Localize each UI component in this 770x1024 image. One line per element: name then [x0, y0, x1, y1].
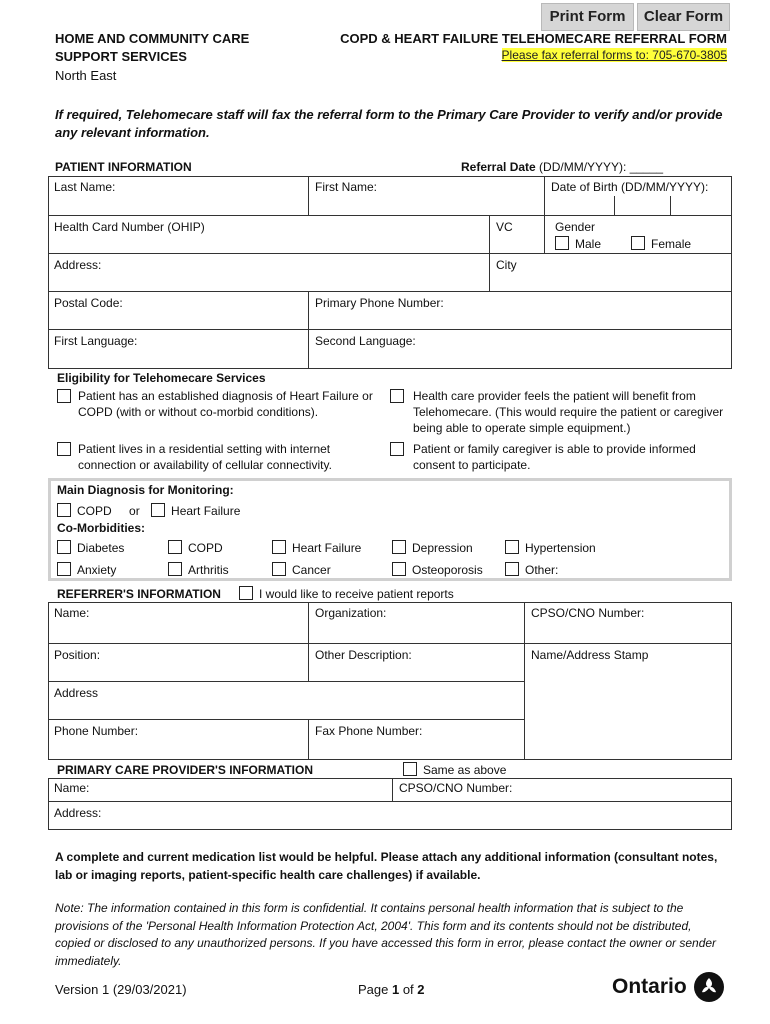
receive-reports: I would like to receive patient reports — [239, 586, 454, 601]
pcp-name-field[interactable]: Name: — [48, 778, 393, 802]
clear-form-button[interactable]: Clear Form — [637, 3, 730, 31]
heart-failure-comorbid-checkbox[interactable] — [272, 540, 286, 554]
comorbid-other: Other: — [505, 562, 558, 577]
comorbidities-title: Co-Morbidities: — [57, 521, 145, 535]
referrer-phone-field[interactable]: Phone Number: — [48, 720, 309, 760]
comorbid-heart-failure: Heart Failure — [272, 540, 361, 555]
copd-comorbid-checkbox[interactable] — [168, 540, 182, 554]
eligibility-checkbox-2[interactable] — [390, 389, 404, 403]
pcp-cpso-field[interactable]: CPSO/CNO Number: — [393, 778, 732, 802]
first-name-field[interactable]: First Name: — [309, 176, 545, 216]
region: North East — [55, 68, 117, 83]
referrer-section-title: REFERRER'S INFORMATION — [57, 587, 221, 601]
confidential-note: Note: The information contained in this form is confidential. It contains personal health information that is subject to the provisions of the 'Personal Health Information Protection Act, 2004'. This form and its contents should not be distributed, copied or disclosed to any unauthorized persons. If you have accessed this form in error, please contact the owner or sender immediately. — [55, 901, 717, 968]
org-line2: SUPPORT SERVICES — [55, 49, 187, 64]
primary-phone-field[interactable]: Primary Phone Number: — [309, 292, 732, 330]
eligibility-item-4: Patient or family caregiver is able to provide informed consent to participate. — [390, 441, 725, 473]
pcp-section-title: PRIMARY CARE PROVIDER'S INFORMATION — [57, 763, 313, 777]
form-title: COPD & HEART FAILURE TELEHOMECARE REFERRAL FORM — [340, 31, 727, 46]
comorbid-diabetes: Diabetes — [57, 540, 124, 555]
comorbid-copd: COPD — [168, 540, 223, 555]
health-card-field[interactable]: Health Card Number (OHIP) — [48, 216, 490, 254]
address-field[interactable]: Address: — [48, 254, 490, 292]
cancer-checkbox[interactable] — [272, 562, 286, 576]
comorbid-osteoporosis: Osteoporosis — [392, 562, 483, 577]
referrer-fax-field[interactable]: Fax Phone Number: — [309, 720, 525, 760]
main-diagnosis-options: COPD or Heart Failure — [57, 503, 240, 518]
eligibility-item-3: Patient lives in a residential setting with internet connection or availability of cellular connectivity. — [57, 441, 377, 473]
dob-divider — [670, 196, 671, 216]
org-line1: HOME AND COMMUNITY CARE — [55, 31, 250, 46]
page-indicator: Page 1 of 2 — [358, 982, 425, 997]
comorbid-depression: Depression — [392, 540, 473, 555]
dob-divider — [614, 196, 615, 216]
osteoporosis-checkbox[interactable] — [392, 562, 406, 576]
anxiety-checkbox[interactable] — [57, 562, 71, 576]
gender-field: Gender Male Female — [545, 216, 732, 254]
trillium-icon — [694, 972, 724, 1002]
other-checkbox[interactable] — [505, 562, 519, 576]
eligibility-item-2: Health care provider feels the patient will benefit from Telehomecare. (This would require the patient or caregiver being able to operate simple equipment.) — [390, 388, 725, 436]
eligibility-checkbox-4[interactable] — [390, 442, 404, 456]
eligibility-title: Eligibility for Telehomecare Services — [57, 371, 266, 385]
fax-notice: Please fax referral forms to: 705-670-3805 — [501, 48, 727, 62]
heart-failure-checkbox[interactable] — [151, 503, 165, 517]
eligibility-item-1: Patient has an established diagnosis of Heart Failure or COPD (with or without co-morbid conditions). — [57, 388, 377, 420]
patient-section-title: PATIENT INFORMATION — [55, 160, 192, 174]
city-field[interactable]: City — [490, 254, 732, 292]
female-checkbox[interactable] — [631, 236, 645, 250]
referrer-stamp-field[interactable]: Name/Address Stamp — [525, 644, 732, 760]
comorbid-anxiety: Anxiety — [57, 562, 116, 577]
referrer-position-field[interactable]: Position: — [48, 644, 309, 682]
referrer-cpso-field[interactable]: CPSO/CNO Number: — [525, 602, 732, 644]
print-form-button[interactable]: Print Form — [541, 3, 634, 31]
depression-checkbox[interactable] — [392, 540, 406, 554]
dob-field[interactable]: Date of Birth (DD/MM/YYYY): — [545, 176, 732, 216]
same-as-above: Same as above — [403, 762, 506, 777]
referrer-name-field[interactable]: Name: — [48, 602, 309, 644]
arthritis-checkbox[interactable] — [168, 562, 182, 576]
receive-reports-checkbox[interactable] — [239, 586, 253, 600]
referrer-other-description-field[interactable]: Other Description: — [309, 644, 525, 682]
eligibility-checkbox-3[interactable] — [57, 442, 71, 456]
last-name-field[interactable]: Last Name: — [48, 176, 309, 216]
copd-checkbox[interactable] — [57, 503, 71, 517]
version-label: Version 1 (29/03/2021) — [55, 982, 187, 997]
eligibility-checkbox-1[interactable] — [57, 389, 71, 403]
ontario-logo: Ontario — [612, 972, 724, 1002]
hypertension-checkbox[interactable] — [505, 540, 519, 554]
referrer-organization-field[interactable]: Organization: — [309, 602, 525, 644]
comorbid-cancer: Cancer — [272, 562, 331, 577]
comorbid-arthritis: Arthritis — [168, 562, 229, 577]
postal-code-field[interactable]: Postal Code: — [48, 292, 309, 330]
referrer-address-field[interactable]: Address — [48, 682, 525, 720]
diabetes-checkbox[interactable] — [57, 540, 71, 554]
medication-note: A complete and current medication list would be helpful. Please attach any additional information (consultant notes, lab or imaging reports, patient-specific health care challenges) if available. — [55, 850, 718, 882]
same-as-above-checkbox[interactable] — [403, 762, 417, 776]
first-language-field[interactable]: First Language: — [48, 330, 309, 369]
second-language-field[interactable]: Second Language: — [309, 330, 732, 369]
comorbid-hypertension: Hypertension — [505, 540, 596, 555]
male-checkbox[interactable] — [555, 236, 569, 250]
vc-field[interactable]: VC — [490, 216, 545, 254]
intro-text: If required, Telehomecare staff will fax the referral form to the Primary Care Provider to verify and/or provide any relevant information. — [55, 107, 723, 140]
main-diagnosis-title: Main Diagnosis for Monitoring: — [57, 483, 234, 497]
referral-date: Referral Date (DD/MM/YYYY): _____ — [461, 160, 664, 174]
pcp-address-field[interactable]: Address: — [48, 802, 732, 830]
